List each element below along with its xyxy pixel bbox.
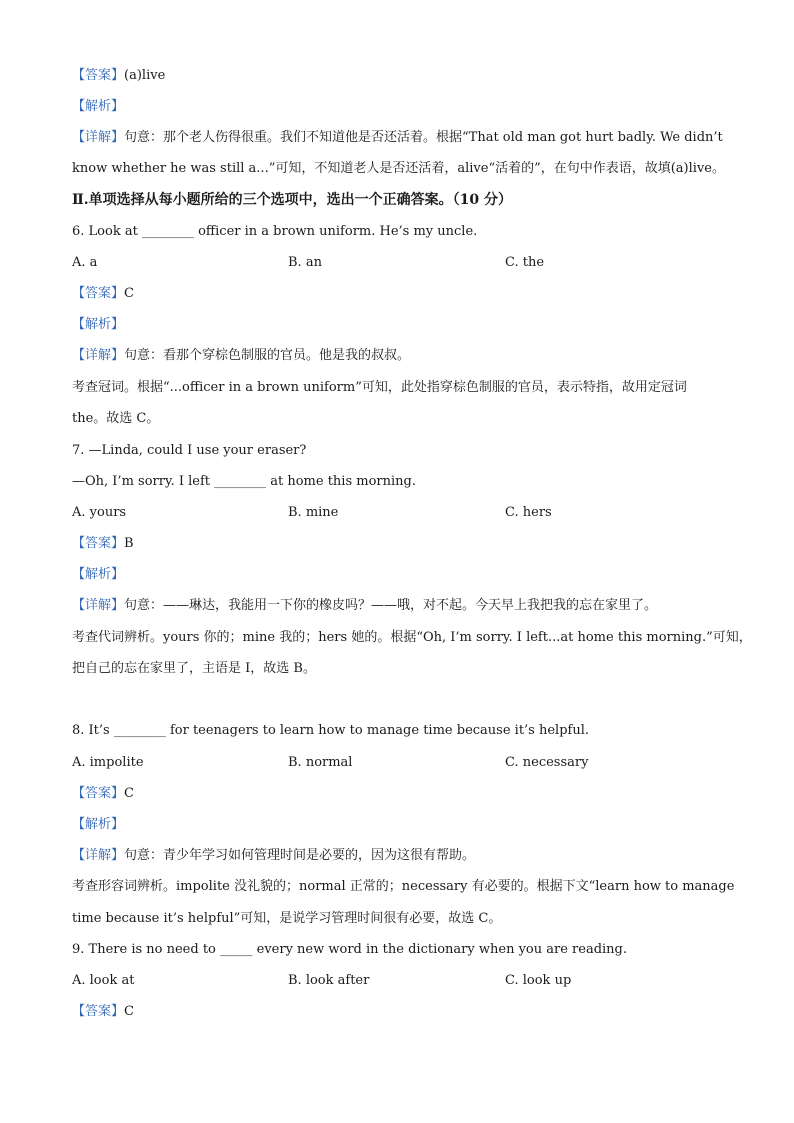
analysis-line [72,815,734,835]
analysis-tag: 【解析】 [72,99,125,114]
question-6: 6. Look at ________ officer in a brown uniform. He’s my uncle. [72,224,478,239]
answer-line [72,284,734,304]
detail-tag: 【详解】 [72,130,125,145]
analysis-tag: 【解析】 [72,817,125,832]
detail-text: 句意：——琳达，我能用一下你的橡皮吗？——哦，对不起。今天早上我把我的忘在家里了。 [124,598,658,613]
option-c: C. hers [505,505,552,520]
answer-line [72,66,734,86]
answer-line [72,1002,734,1022]
explanation-text: 考查代词辨析。yours 你的；mine 我的；hers 她的。根据“Oh, I’m sorry. I left...at home this morning.”可知， [72,630,752,645]
answer-tag: 【答案】 [72,68,125,83]
detail-text: 句意：看那个穿棕色制服的官员。他是我的叔叔。 [124,348,411,363]
answer-text: C [124,786,134,801]
answer-tag: 【答案】 [72,1004,125,1019]
detail-line [72,346,734,366]
explanation-text: time because it’s helpful”可知，是说学习管理时间很有必要，故选 C。 [72,911,502,926]
answer-text: C [124,1004,134,1019]
detail-line [72,596,734,616]
detail-line [72,128,734,148]
option-b: B. normal [288,755,353,770]
question-7-cont: —Oh, I’m sorry. I left ________ at home this morning. [72,474,416,489]
explanation-text: the。故选 C。 [72,411,160,426]
question-8: 8. It’s ________ for teenagers to learn how to manage time because it’s helpful. [72,723,589,738]
question-7: 7. —Linda, could I use your eraser? [72,443,307,458]
analysis-line [72,315,734,335]
option-a: A. a [72,255,98,270]
detail-text-cont: know whether he was still a...”可知，不知道老人是否还活着，alive“活着的”，在句中作表语，故填(a)live。 [72,161,725,176]
detail-text: 句意：那个老人伤得很重。我们不知道他是否还活着。根据“That old man got hurt badly. We didn’t [124,130,723,145]
answer-tag: 【答案】 [72,536,125,551]
option-c: C. necessary [505,755,589,770]
explanation-text: 把自己的忘在家里了，主语是 I，故选 B。 [72,661,316,676]
answer-text: C [124,286,134,301]
option-c: C. look up [505,973,572,988]
detail-line [72,846,734,866]
option-a: A. yours [72,505,127,520]
option-b: B. look after [288,973,370,988]
answer-line [72,784,734,804]
explanation-text: 考查形容词辨析。impolite 没礼貌的；normal 正常的；necessary 有必要的。根据下文“learn how to manage [72,879,735,894]
option-a: A. impolite [72,755,144,770]
answer-line [72,534,734,554]
answer-tag: 【答案】 [72,786,125,801]
detail-tag: 【详解】 [72,348,125,363]
explanation-text: 考查冠词。根据“...officer in a brown uniform”可知，此处指穿棕色制服的官员，表示特指，故用定冠词 [72,380,687,395]
answer-text: (a)live [124,68,166,83]
analysis-tag: 【解析】 [72,567,125,582]
analysis-tag: 【解析】 [72,317,125,332]
analysis-line [72,565,734,585]
detail-tag: 【详解】 [72,848,125,863]
detail-tag: 【详解】 [72,598,125,613]
answer-tag: 【答案】 [72,286,125,301]
answer-text: B [124,536,134,551]
section-heading: Ⅱ.单项选择从每小题所给的三个选项中，选出一个正确答案。（10 分） [72,192,513,208]
option-b: B. mine [288,505,339,520]
detail-text: 句意：青少年学习如何管理时间是必要的，因为这很有帮助。 [124,848,476,863]
question-9: 9. There is no need to _____ every new word in the dictionary when you are reading. [72,942,628,957]
option-a: A. look at [72,973,135,988]
analysis-line [72,97,734,117]
option-b: B. an [288,255,322,270]
option-c: C. the [505,255,545,270]
